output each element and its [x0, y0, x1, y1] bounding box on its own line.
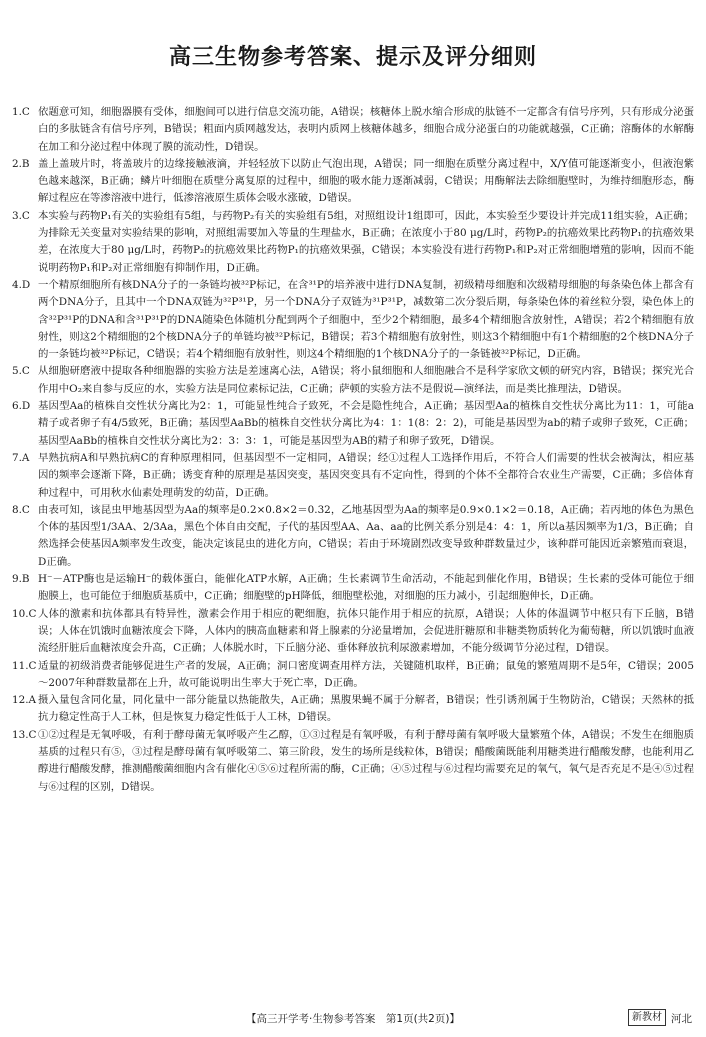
page-title: 高三生物参考答案、提示及评分细则 [168, 45, 537, 70]
answer-item [12, 156, 694, 208]
answer-number: 6.D [12, 400, 31, 413]
answer-item [12, 363, 694, 398]
answer-list [12, 104, 694, 796]
answer-explanation: 依题意可知，细胞器膜有受体，细胞间可以进行信息交流功能，A错误；核糖体上脱水缩合形成的肽链不一定都含有信号序列，只有形成分泌蛋白的多肽链含有信号序列，B错误；粗面内质网越发达，表明内质网上核糖体越多，细胞合成分泌蛋白的功能就越强，C正确；溶酶体的水解酶在加工和分泌过程中体现了膜的流动性，D错误。 [38, 106, 694, 153]
answer-explanation: 从细胞研磨液中提取各种细胞器的实验方法是差速离心法，A错误；将小鼠细胞和人细胞融合不是科学家欣文顿的研究内容，B错误；探究光合作用中O₂来自参与反应的水，实验方法是同位素标记法，C正确；萨顿的实验方法不是假说—演绎法，而是类比推理法，D错误。 [38, 365, 694, 395]
answer-explanation: 摄入量包含同化量，同化量中一部分能量以热能散失，A正确；黑腹果蝇不属于分解者，B错误；性引诱剂属于生物防治，C错误；天然林的抵抗力稳定性高于人工林，但是恢复力稳定性低于人工林，D错误。 [38, 694, 694, 724]
answer-number: 9.B [12, 573, 30, 586]
footer-province: 河北 [671, 1013, 692, 1025]
answer-number: 12.A [12, 694, 37, 707]
answer-number: 4.D [12, 278, 31, 291]
answer-explanation: 由表可知，该昆虫甲地基因型为Aa的频率是0.2×0.8×2＝0.32，乙地基因型为Aa的频率是0.9×0.1×2＝0.18，A正确；若丙地的体色为黑色个体的基因型1/3AA、2/3Aa，黑色个体自由交配，子代的基因型AA、Aa、aa的比例关系分别是4：4：1，所以a基因频率为1/3，B正确；自然选择会使基因A频率发生改变，能决定该昆虫的进化方向，C错误；若由于环境剧烈改变导致种群数量过少，该种群可能因近亲繁殖而衰退，D正确。 [38, 503, 694, 568]
answer-item [12, 502, 694, 571]
answer-item [12, 658, 694, 693]
page-footer [0, 1009, 706, 1027]
answer-item [12, 398, 694, 450]
answer-item [12, 450, 694, 502]
answer-number: 7.A [12, 451, 30, 464]
answer-explanation: 盖上盖玻片时，将盖玻片的边缘接触液滴，并轻轻放下以防止气泡出现，A错误；同一细胞在质壁分离过程中，X/Y值可能逐渐变小，但液泡紫色越来越深，B正确；鳞片叶细胞在质壁分离复原的过程中，细胞的吸水能力逐渐减弱，C错误；用酶解法去除细胞壁时，为维持细胞形态，酶解过程应在等渗溶液中进行，低渗溶液原生质体会吸水涨破，D错误。 [38, 157, 694, 205]
answer-number: 1.C [12, 106, 30, 118]
answer-explanation: ①②过程是无氧呼吸，有利于酵母菌无氧呼吸产生乙醇，①③过程是有氧呼吸，有利于酵母菌有氧呼吸大量繁殖个体，A错误；不发生在细胞质基质的过程只有⑤，③过程是酵母菌有氧呼吸第二、第三阶段，发生的场所是线粒体，B错误；醋酸菌既能利用糖类进行醋酸发酵，也能利用乙醇进行醋酸发酵，推测醋酸菌细胞内含有催化④⑤⑥过程所需的酶，C正确；④⑤过程与⑥过程均需要充足的氧气，氧气是否充足不是④⑤过程与⑥过程的区别，D错误。 [38, 728, 694, 793]
answer-number: 2.B [12, 157, 30, 170]
answer-item [12, 277, 694, 363]
answer-explanation: 人体的激素和抗体都具有特异性，激素会作用于相应的靶细胞，抗体只能作用于相应的抗原，A错误；人体的体温调节中枢只有下丘脑，B错误；人体在饥饿时血糖浓度会下降，人体内的胰高血糖素和肾上腺素的分泌量增加，会促进肝糖原和非糖类物质转化为葡萄糖，所以饥饿时血液流经肝脏后血糖浓度会升高，C正确；人体脱水时，下丘脑分泌、垂体释放抗利尿激素增加，不能分级调节分泌过程，D错误。 [38, 607, 694, 655]
answer-number: 5.C [12, 365, 30, 378]
answer-item [12, 104, 694, 156]
answer-item [12, 692, 694, 727]
answer-number: 11.C [12, 659, 37, 672]
answer-explanation: 基因型Aa的植株自交性状分离比为2：1，可能显性纯合子致死，不会是隐性纯合，A正确；基因型Aa的植株自交性状分离比为11：1，可能a精子或者卵子有4/5致死，B正确；基因型AaBb的植株自交性状分离比为4：1：1(8：2：2)，可能是基因型为ab的精子或卵子致死，C正确；基因型AaBb的植株自交性状分离比为2：3：3：1，可能是基因型为AB的精子和卵子致死，D错误。 [38, 400, 694, 447]
answer-explanation: 一个精原细胞所有核DNA分子的一条链均被³²P标记，在含³¹P的培养液中进行DNA复制，初级精母细胞和次级精母细胞的每条染色体上都含有两个DNA分子，且其中一个DNA双链为³²P³¹P，另一个DNA分子双链为³¹P³¹P，减数第二次分裂后期，每条染色体的着丝粒分裂，染色体上的含³²P³¹P的DNA和含³¹P³¹P的DNA随染色体随机分配到两个子细胞中，至少2个精细胞，最多4个精细胞含放射性，A错误；若2个精细胞有放射性，则这2个精细胞的2个核DNA分子的单链均被³²P标记，B错误；若3个精细胞有放射性，则这3个精细胞中有1个精细胞的2个核DNA分子的一条链均被³²P标记，C错误；若4个精细胞有放射性，则这4个精细胞的1个核DNA分子的一条链被³²P标记，D正确。 [38, 278, 694, 361]
answer-item [12, 208, 694, 277]
answer-number: 10.C [12, 607, 37, 620]
answer-number: 3.C [12, 209, 30, 222]
answer-item [12, 727, 694, 796]
footer-page-info: 【高三开学考·生物参考答案 第1页(共2页)】 [246, 1013, 460, 1025]
answer-explanation: 适量的初级消费者能够促进生产者的发展，A正确；洞口密度调查用样方法，关键随机取样，B正确；鼠兔的繁殖周期不是5年，C错误；2005～2007年种群数量都在上升，故可能说明出生率大于死亡率，D正确。 [38, 659, 694, 689]
answer-explanation: 本实验与药物P₁有关的实验组有5组，与药物P₂有关的实验组有5组，对照组设计1组即可，因此，本实验至少要设计并完成11组实验，A正确；为排除无关变量对实验结果的影响，对照组需要加入等量的生理盐水，B正确；在浓度小于80 μg/L时，药物P₂的抗癌效果比药物P₁的抗癌效果差，在浓度大于80 μg/L时，药物P₂的抗癌效果比药物P₁的抗癌效果强，C错误；本实验没有进行药物P₁和P₂对正常细胞增殖的影响，因而不能说明药物P₁和P₂对正常细胞有抑制作用，D正确。 [38, 209, 694, 274]
edition-badge: 新教材 [628, 1009, 666, 1026]
answer-item [12, 606, 694, 658]
answer-explanation: 早熟抗病A和早熟抗病C的育种原理相同，但基因型不一定相同，A错误；经①过程人工选择作用后，不符合人们需要的性状会被淘汰，相应基因的频率会逐渐下降，B正确；诱变育种的原理是基因突变，基因突变具有不定向性，得到的个体不全都符合农业生产需要，C正确；多倍体育种过程中，可用秋水仙素处理萌发的幼苗，D正确。 [38, 451, 694, 499]
answer-explanation: H⁻－ATP酶也是运输H⁻的载体蛋白，能催化ATP水解，A正确；生长素调节生命活动，不能起到催化作用，B错误；生长素的受体可能位于细胞膜上，也可能位于细胞质基质中，C正确；细胞壁的pH降低，细胞壁松弛，对细胞的压力减小，引起细胞伸长，D正确。 [38, 573, 694, 603]
answer-item [12, 571, 694, 606]
answer-number: 13.C [12, 728, 37, 741]
answer-number: 8.C [12, 503, 30, 516]
